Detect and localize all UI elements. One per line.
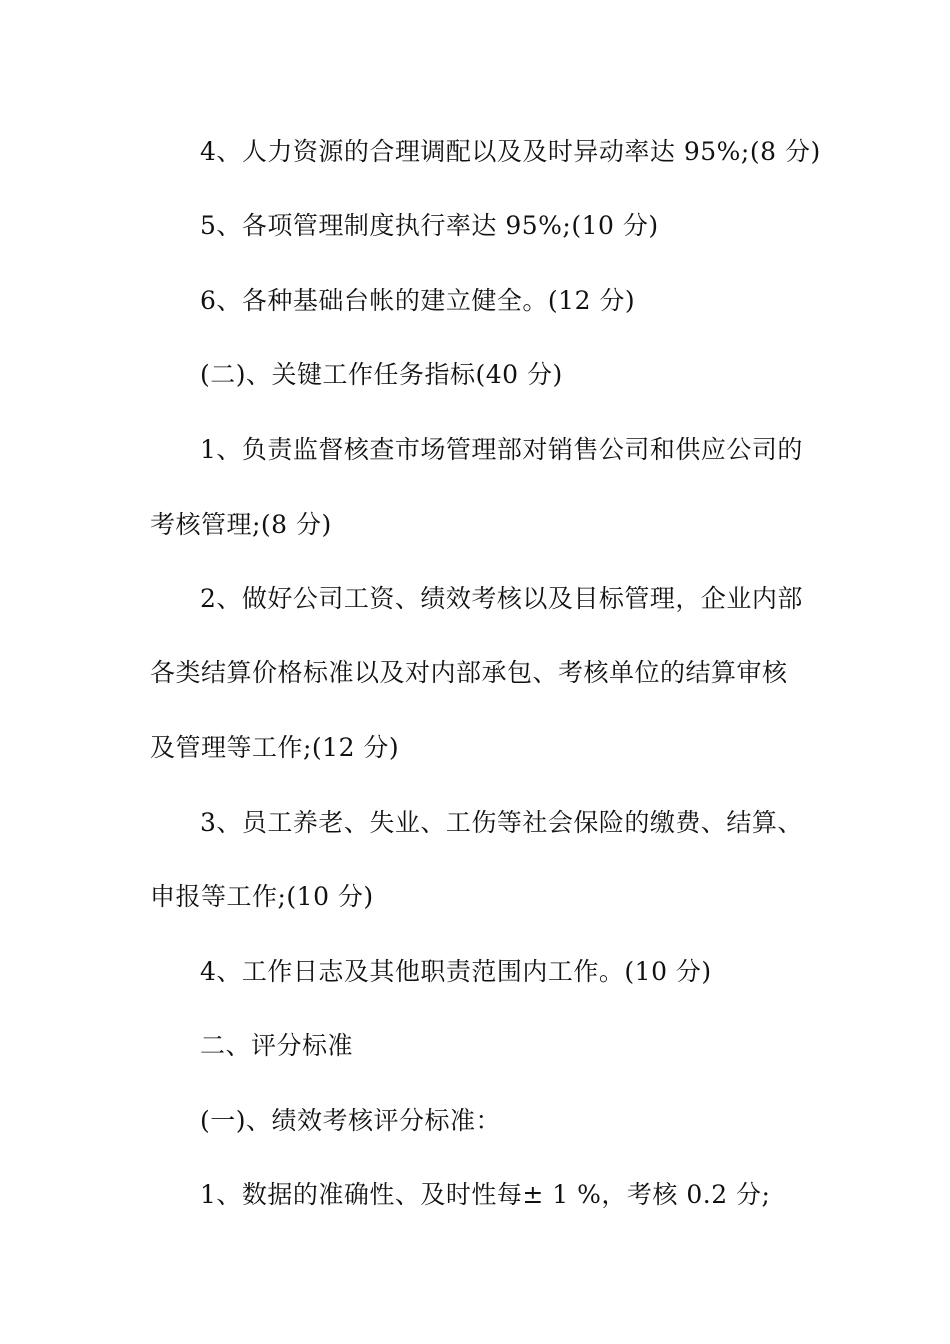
paragraph-line: 各类结算价格标准以及对内部承包、考核单位的结算审核 xyxy=(150,658,788,687)
paragraph-line: 6、各种基础台帐的建立健全。(12 分) xyxy=(200,286,636,315)
paragraph-line: 及管理等工作;(12 分) xyxy=(150,733,400,762)
paragraph-line: 2、做好公司工资、绩效考核以及目标管理，企业内部 xyxy=(200,584,803,613)
paragraph-line: 5、各项管理制度执行率达 95%;(10 分) xyxy=(200,211,659,240)
paragraph-line: 4、工作日志及其他职责范围内工作。(10 分) xyxy=(200,957,712,986)
paragraph-line: 1、数据的准确性、及时性每± 1 %，考核 0.2 分; xyxy=(200,1180,771,1209)
section-heading: (一)、绩效考核评分标准： xyxy=(200,1106,502,1135)
section-heading: (二)、关键工作任务指标(40 分) xyxy=(200,360,563,389)
paragraph-line: 申报等工作;(10 分) xyxy=(150,882,374,911)
paragraph-line: 4、人力资源的合理调配以及及时异动率达 95%;(8 分) xyxy=(200,137,821,166)
section-heading: 二、评分标准 xyxy=(200,1031,354,1060)
paragraph-line: 考核管理;(8 分) xyxy=(150,510,332,539)
paragraph-line: 1、负责监督核查市场管理部对销售公司和供应公司的 xyxy=(200,435,803,464)
paragraph-line: 3、员工养老、失业、工伤等社会保险的缴费、结算、 xyxy=(200,808,803,837)
